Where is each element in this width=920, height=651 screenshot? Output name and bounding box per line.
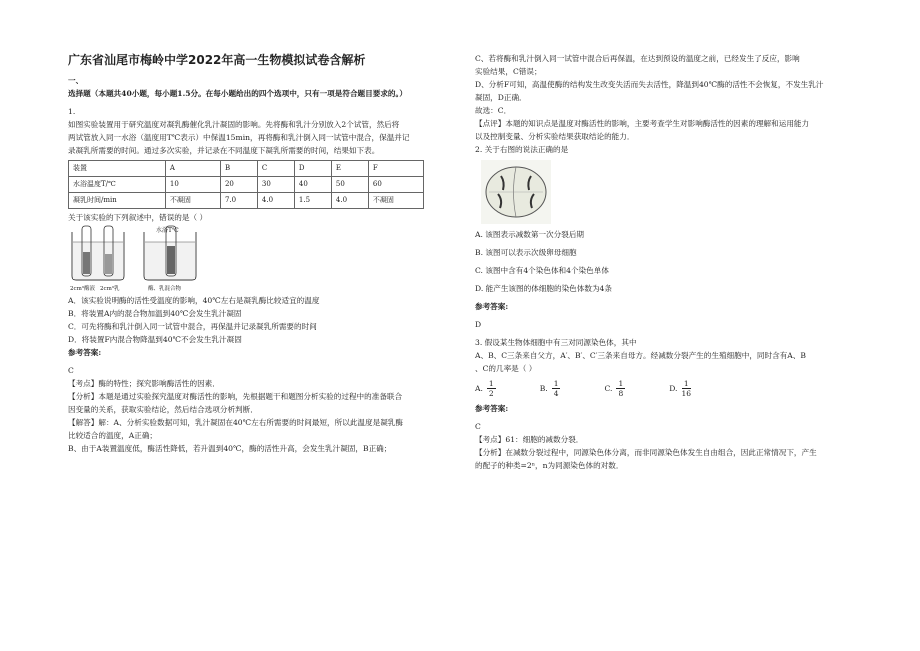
q1-prompt: 关于该实验的下列叙述中，错误的是（ ） [68, 213, 208, 222]
table-row [69, 177, 424, 193]
q3-option-a [475, 379, 496, 398]
q1-continued-line: 【点评】本题的知识点是温度对酶活性的影响，主要考查学生对影响酶活性的因素的理解和运用能力 [475, 119, 810, 128]
q2-answer: D [475, 320, 482, 329]
q1-option-b: B．将装置A内的混合物加温到40℃会发生乳汁凝固 [68, 309, 242, 318]
q1-analysis-line: 【分析】本题是通过实验探究温度对酶活性的影响，先根据题干和题图分析实验的过程中的准备联合 [68, 392, 403, 401]
q3-analysis-line: 【考点】61：细胞的减数分裂． [475, 435, 584, 444]
numerator: 1 [618, 379, 624, 388]
q3-analysis-line: 的配子的种类=2ⁿ，n为同源染色体的对数． [475, 461, 624, 470]
q3-answer: C [475, 422, 481, 431]
denominator: 2 [488, 389, 494, 398]
table-cell: 凝乳时间/min [69, 193, 166, 209]
q1-option-a: A．该实验说明酶的活性受温度的影响，40℃左右是凝乳酶比较适宜的温度 [68, 296, 320, 305]
q1-stem-line: 如图实验装置用于研究温度对凝乳酶催化乳汁凝固的影响。先将酶和乳汁分别放入2个试管，然后将 [68, 120, 400, 129]
q1-option-c: C．可先将酶和乳汁倒入同一试管中混合，再保温并记录凝乳所需要的时间 [68, 322, 317, 331]
table-header-cell: F [368, 161, 423, 177]
numerator: 1 [683, 379, 689, 388]
label-mixture: 酶、乳混合物 [148, 286, 182, 292]
q3-options [475, 379, 855, 398]
left-column [68, 52, 450, 455]
q1-data-table [68, 160, 424, 209]
q2-option-a: A. 该图表示减数第一次分裂后期 [475, 230, 585, 239]
table-header-cell: 装置 [69, 161, 166, 177]
q3-stem-line: 、C的几率是（ ） [475, 364, 537, 373]
table-cell: 50 [331, 177, 368, 193]
label-water-bath: 水浴T℃ [156, 227, 179, 234]
table-cell: 不凝固 [165, 193, 220, 209]
q1-analysis-line: 比较适合的温度，A正确； [68, 431, 158, 440]
q3-analysis-line: 【分析】在减数分裂过程中，同源染色体分离，而非同源染色体发生自由组合，因此正常情况下，产生 [475, 448, 817, 457]
q1-continued-line: 实验结果，C错误； [475, 67, 542, 76]
denominator: 16 [681, 389, 691, 398]
table-row [69, 161, 424, 177]
table-header-cell: B [220, 161, 257, 177]
q3-option-b [540, 379, 561, 398]
q1-continued-line: C、若将酶和乳汁倒入同一试管中混合后再保温，在达到预设的温度之前，已经发生了反应，影响 [475, 54, 800, 63]
table-cell: 1.5 [294, 193, 331, 209]
table-header-cell: C [257, 161, 294, 177]
q1-analysis-line: B、由于A装置温度低，酶活性降低，若升温到40℃，酶的活性升高，会发生乳汁凝固，B正确； [68, 444, 392, 453]
option-letter: B. [539, 384, 548, 393]
q1-analysis-line: 【解答】解：A、分析实验数据可知，乳汁凝固在40℃左右所需要的时间最短，所以此温度是凝乳酶 [68, 418, 403, 427]
table-cell: 30 [257, 177, 294, 193]
label-milk: 2cm³乳 [100, 286, 120, 292]
q2-option-b: B. 该图可以表示次级卵母细胞 [475, 248, 577, 257]
q1-answer-label: 参考答案: [68, 348, 102, 357]
q1-apparatus-figure [68, 224, 218, 294]
option-letter: D. [669, 384, 678, 393]
q1-continued-line: 凝固，D正确． [475, 93, 527, 102]
right-column [475, 52, 855, 472]
q2-stem: 2. 关于右图的说法正确的是 [475, 145, 569, 154]
q3-option-c [604, 379, 625, 398]
option-letter: C. [604, 384, 613, 393]
section-instruction: 选择题（本题共40小题，每小题1.5分。在每小题给出的四个选项中，只有一项是符合题目要求的。） [68, 89, 407, 98]
table-cell: 不凝固 [368, 193, 423, 209]
q1-analysis-line: 因变量的关系，获取实验结论，然后结合选项分析判断． [68, 405, 258, 414]
section-heading: 一、 [68, 76, 84, 85]
table-cell: 7.0 [220, 193, 257, 209]
q1-option-d: D．将装置F内混合物降温到40℃不会发生乳汁凝固 [68, 335, 242, 344]
q2-answer-label: 参考答案: [475, 302, 509, 311]
table-cell: 60 [368, 177, 423, 193]
q1-number: 1. [68, 107, 76, 116]
table-cell: 20 [220, 177, 257, 193]
q3-option-d [669, 379, 691, 398]
table-header-cell: E [331, 161, 368, 177]
q2-option-d: D. 能产生该图的体细胞的染色体数为4条 [475, 284, 612, 293]
numerator: 1 [553, 379, 559, 388]
q2-option-c: C. 该图中含有4个染色体和4个染色单体 [475, 266, 609, 275]
label-enzyme: 2cm³酶液 [70, 286, 95, 292]
option-letter: A. [475, 384, 483, 393]
table-header-cell: A [165, 161, 220, 177]
q3-stem-line: 3. 假设某生物体细胞中有三对同源染色体，其中 [475, 338, 637, 347]
table-header-cell: D [294, 161, 331, 177]
q3-stem-line: A、B、C三条来自父方，A′、B′、C′三条来自母方。经减数分裂产生的生殖细胞中，同时含有A、B [475, 351, 806, 360]
page-title: 广东省汕尾市梅岭中学2022年高一生物模拟试卷含解析 [68, 53, 366, 67]
q1-stem-line: 两试管放入同一水浴（温度用T℃表示）中保温15min，再将酶和乳汁倒入同一试管中混合，保温并记 [68, 133, 410, 142]
table-cell: 10 [165, 177, 220, 193]
q1-continued-line: 以及控制变量、分析实验结果获取结论的能力． [475, 132, 635, 141]
denominator: 4 [553, 389, 559, 398]
table-cell: 40 [294, 177, 331, 193]
q2-cell-figure [481, 160, 551, 224]
denominator: 8 [618, 389, 624, 398]
numerator: 1 [488, 379, 494, 388]
q1-continued-line: 故选：C． [475, 106, 512, 115]
table-cell: 水浴温度T/℃ [69, 177, 166, 193]
q1-answer: C [68, 366, 74, 375]
table-row [69, 193, 424, 209]
q3-answer-label: 参考答案: [475, 404, 509, 413]
q1-analysis-line: 【考点】酶的特性；探究影响酶活性的因素． [68, 379, 220, 388]
table-cell: 4.0 [257, 193, 294, 209]
table-cell: 4.0 [331, 193, 368, 209]
q1-continued-line: D、分析F可知，高温使酶的结构发生改变失活而失去活性，降温到40℃酶的活性不会恢复，不发生乳汁 [475, 80, 824, 89]
q1-stem-line: 录凝乳所需要的时间。通过多次实验，并记录在不同温度下凝乳所需要的时间，结果如下表。 [68, 146, 380, 155]
